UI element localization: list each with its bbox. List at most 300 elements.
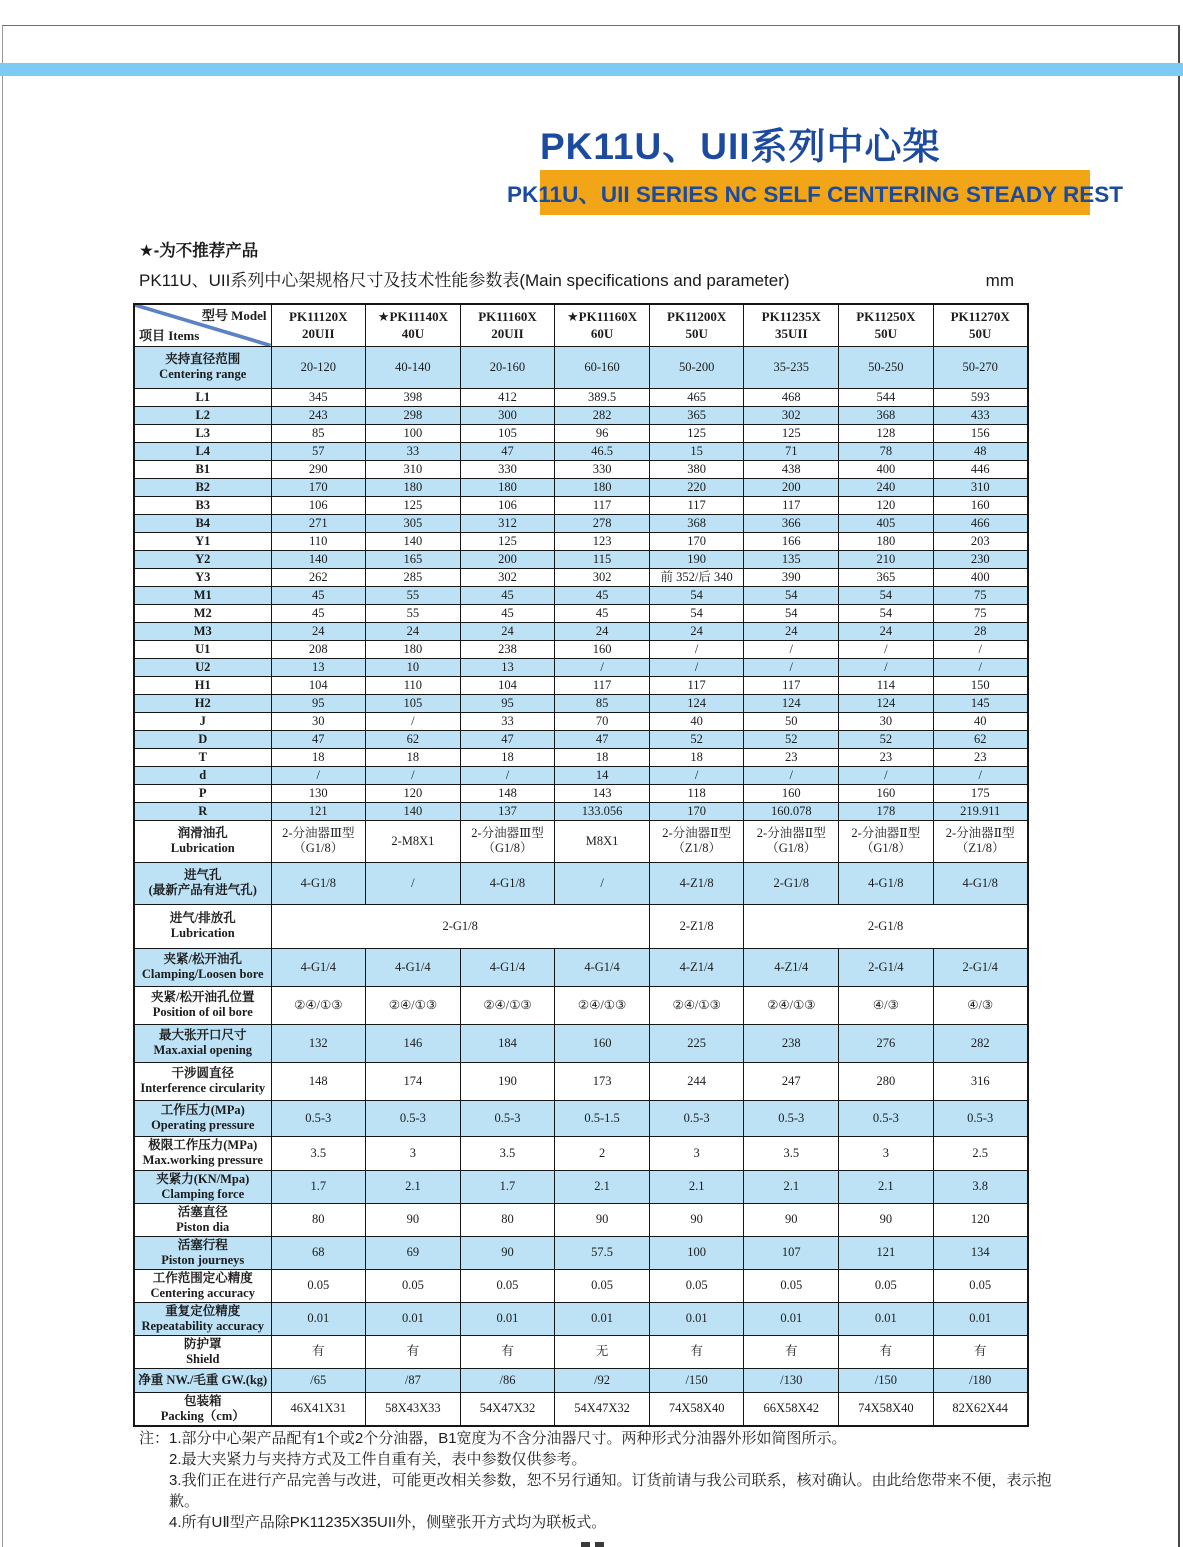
cell-packing: 74X58X40 [839, 1392, 934, 1426]
cell-air-inlet: 4-Z1/8 [649, 862, 744, 904]
cell-B3: 125 [366, 496, 461, 514]
cell-M3: 24 [744, 622, 839, 640]
footnote-line [139, 1512, 1059, 1533]
cell-clamping-force: 1.7 [460, 1170, 555, 1203]
footnote-line [139, 1449, 1059, 1470]
cell-centering-accuracy: 0.05 [744, 1269, 839, 1302]
column-header-PK11140X: ★PK11140X 40U [366, 304, 461, 346]
cell-inlet-exhaust: 2-Z1/8 [649, 904, 744, 948]
cell-T: 23 [933, 748, 1028, 766]
cell-centering-range: 20-160 [460, 346, 555, 388]
cell-H2: 124 [649, 694, 744, 712]
cell-repeatability-accuracy: 0.01 [366, 1302, 461, 1335]
cell-d: / [271, 766, 366, 784]
cell-Y1: 125 [460, 532, 555, 550]
cell-d: / [933, 766, 1028, 784]
table-corner-cell [134, 304, 271, 346]
cell-interference: 173 [555, 1062, 650, 1100]
cell-max-working-pressure: 2.5 [933, 1136, 1028, 1170]
cell-interference: 247 [744, 1062, 839, 1100]
cell-operating-pressure: 0.5-1.5 [555, 1100, 650, 1136]
cell-B3: 117 [649, 496, 744, 514]
row-U1 [134, 640, 1028, 658]
row-label-H2: H2 [134, 694, 271, 712]
cell-P: 175 [933, 784, 1028, 802]
cell-B4: 271 [271, 514, 366, 532]
cell-operating-pressure: 0.5-3 [744, 1100, 839, 1136]
cell-bore-position: ②④/①③ [271, 986, 366, 1024]
cell-H2: 124 [744, 694, 839, 712]
row-label-R: R [134, 802, 271, 820]
cell-d: 14 [555, 766, 650, 784]
cell-U1: 160 [555, 640, 650, 658]
row-label-U2: U2 [134, 658, 271, 676]
cell-centering-accuracy: 0.05 [839, 1269, 934, 1302]
row-L3 [134, 424, 1028, 442]
cell-shield: 有 [744, 1335, 839, 1368]
cell-operating-pressure: 0.5-3 [271, 1100, 366, 1136]
cell-max-working-pressure: 2 [555, 1136, 650, 1170]
cell-L2: 243 [271, 406, 366, 424]
cell-L1: 389.5 [555, 388, 650, 406]
cell-U2: 13 [460, 658, 555, 676]
cell-U2: / [744, 658, 839, 676]
row-label-repeatability-accuracy: 重复定位精度 Repeatability accuracy [134, 1302, 271, 1335]
row-lubrication [134, 820, 1028, 862]
cell-U2: 10 [366, 658, 461, 676]
cell-D: 47 [555, 730, 650, 748]
cell-inlet-exhaust: 2-G1/8 [271, 904, 649, 948]
cell-lubrication: 2-M8X1 [366, 820, 461, 862]
cell-B3: 106 [460, 496, 555, 514]
cell-U2: / [933, 658, 1028, 676]
cell-U1: 238 [460, 640, 555, 658]
cell-clamping-force: 1.7 [271, 1170, 366, 1203]
row-packing [134, 1392, 1028, 1426]
cell-L3: 105 [460, 424, 555, 442]
cell-U1: / [649, 640, 744, 658]
cell-Y3: 285 [366, 568, 461, 586]
row-air-inlet [134, 862, 1028, 904]
cell-lubrication: 2-分油器Ⅲ型 （G1/8） [460, 820, 555, 862]
row-label-B3: B3 [134, 496, 271, 514]
cell-L1: 465 [649, 388, 744, 406]
cell-operating-pressure: 0.5-3 [366, 1100, 461, 1136]
cell-max-opening: 282 [933, 1024, 1028, 1062]
row-label-clamping-force: 夹紧力(KN/Mpa) Clamping force [134, 1170, 271, 1203]
corner-model-label: 型号 Model [201, 308, 267, 323]
cell-piston-dia: 90 [839, 1203, 934, 1236]
cell-clamping-bore: 4-Z1/4 [649, 948, 744, 986]
cell-U1: / [933, 640, 1028, 658]
row-B3 [134, 496, 1028, 514]
cell-centering-accuracy: 0.05 [933, 1269, 1028, 1302]
unit-label: mm [985, 271, 1014, 290]
row-shield [134, 1335, 1028, 1368]
cell-d: / [460, 766, 555, 784]
cell-H1: 117 [555, 676, 650, 694]
cell-clamping-bore: 2-G1/4 [933, 948, 1028, 986]
cell-air-inlet: 4-G1/8 [460, 862, 555, 904]
row-label-weight: 净重 NW./毛重 GW.(kg) [134, 1368, 271, 1392]
cell-clamping-force: 2.1 [744, 1170, 839, 1203]
page-number-partial [595, 1542, 604, 1547]
cell-max-working-pressure: 3.5 [744, 1136, 839, 1170]
cell-M1: 55 [366, 586, 461, 604]
row-H1 [134, 676, 1028, 694]
cell-R: 178 [839, 802, 934, 820]
cell-packing: 54X47X32 [555, 1392, 650, 1426]
row-T [134, 748, 1028, 766]
cell-H1: 104 [271, 676, 366, 694]
cell-B3: 106 [271, 496, 366, 514]
cell-air-inlet: 4-G1/8 [839, 862, 934, 904]
cell-air-inlet: / [366, 862, 461, 904]
table-caption-row [139, 266, 1014, 291]
cell-max-opening: 184 [460, 1024, 555, 1062]
cell-lubrication: 2-分油器Ⅱ型 （Z1/8） [933, 820, 1028, 862]
column-header-PK11120X: PK11120X 20UII [271, 304, 366, 346]
cell-interference: 244 [649, 1062, 744, 1100]
cell-U2: 13 [271, 658, 366, 676]
cell-M2: 45 [555, 604, 650, 622]
row-bore-position [134, 986, 1028, 1024]
cell-D: 47 [271, 730, 366, 748]
cell-B1: 330 [555, 460, 650, 478]
page-title: PK11U、UII系列中心架 [540, 126, 941, 167]
cell-L2: 302 [744, 406, 839, 424]
row-max-working-pressure [134, 1136, 1028, 1170]
cell-shield: 无 [555, 1335, 650, 1368]
cell-P: 143 [555, 784, 650, 802]
cell-P: 160 [744, 784, 839, 802]
cell-B2: 170 [271, 478, 366, 496]
cell-bore-position: ④/③ [839, 986, 934, 1024]
footnote-2: 2.最大夹紧力与夹持方式及工件自重有关，表中参数仅供参考。 [169, 1451, 587, 1468]
cell-T: 23 [744, 748, 839, 766]
cell-clamping-bore: 4-G1/4 [366, 948, 461, 986]
cell-packing: 54X47X32 [460, 1392, 555, 1426]
row-R [134, 802, 1028, 820]
cell-centering-range: 50-200 [649, 346, 744, 388]
cell-Y3: 302 [555, 568, 650, 586]
cell-d: / [366, 766, 461, 784]
cell-T: 18 [271, 748, 366, 766]
cell-M2: 54 [744, 604, 839, 622]
cell-L3: 85 [271, 424, 366, 442]
footnote-4: 4.所有UⅡ型产品除PK11235X35UII外，侧壁张开方式均为联板式。 [169, 1514, 607, 1531]
row-label-clamping-bore: 夹紧/松开油孔 Clamping/Loosen bore [134, 948, 271, 986]
star-note: ★-为不推荐产品 [139, 242, 259, 260]
row-interference [134, 1062, 1028, 1100]
row-piston-dia [134, 1203, 1028, 1236]
cell-B3: 120 [839, 496, 934, 514]
series-banner [507, 170, 1123, 215]
cell-piston-journeys: 68 [271, 1236, 366, 1269]
cell-bore-position: ②④/①③ [555, 986, 650, 1024]
cell-interference: 280 [839, 1062, 934, 1100]
cell-clamping-bore: 2-G1/4 [839, 948, 934, 986]
row-d [134, 766, 1028, 784]
cell-T: 18 [366, 748, 461, 766]
cell-H2: 85 [555, 694, 650, 712]
cell-B4: 305 [366, 514, 461, 532]
cell-centering-accuracy: 0.05 [460, 1269, 555, 1302]
row-J [134, 712, 1028, 730]
cell-T: 18 [460, 748, 555, 766]
cell-Y3: 390 [744, 568, 839, 586]
row-inlet-exhaust [134, 904, 1028, 948]
cell-B1: 330 [460, 460, 555, 478]
cell-centering-accuracy: 0.05 [366, 1269, 461, 1302]
cell-L3: 125 [649, 424, 744, 442]
row-M3 [134, 622, 1028, 640]
cell-B2: 240 [839, 478, 934, 496]
cell-Y1: 166 [744, 532, 839, 550]
cell-lubrication: 2-分油器Ⅱ型 （Z1/8） [649, 820, 744, 862]
header-row [134, 304, 1028, 346]
cell-M2: 75 [933, 604, 1028, 622]
spec-table [133, 303, 1029, 1427]
cell-max-opening: 238 [744, 1024, 839, 1062]
row-B4 [134, 514, 1028, 532]
cell-centering-range: 35-235 [744, 346, 839, 388]
row-label-max-working-pressure: 极限工作压力(MPa) Max.working pressure [134, 1136, 271, 1170]
cell-shield: 有 [366, 1335, 461, 1368]
cell-P: 118 [649, 784, 744, 802]
cell-Y2: 200 [460, 550, 555, 568]
footnotes [139, 1428, 1059, 1533]
cell-centering-accuracy: 0.05 [271, 1269, 366, 1302]
cell-Y1: 110 [271, 532, 366, 550]
cell-L2: 300 [460, 406, 555, 424]
row-label-piston-dia: 活塞直径 Piston dia [134, 1203, 271, 1236]
cell-shield: 有 [271, 1335, 366, 1368]
cell-Y1: 140 [366, 532, 461, 550]
cell-piston-dia: 80 [460, 1203, 555, 1236]
row-label-Y1: Y1 [134, 532, 271, 550]
row-label-B2: B2 [134, 478, 271, 496]
cell-D: 52 [744, 730, 839, 748]
cell-L4: 15 [649, 442, 744, 460]
cell-H1: 117 [649, 676, 744, 694]
cell-clamping-force: 2.1 [366, 1170, 461, 1203]
cell-bore-position: ②④/①③ [744, 986, 839, 1024]
cell-max-opening: 276 [839, 1024, 934, 1062]
cell-interference: 316 [933, 1062, 1028, 1100]
cell-H2: 95 [271, 694, 366, 712]
cell-U1: 180 [366, 640, 461, 658]
cell-M2: 55 [366, 604, 461, 622]
cell-Y1: 180 [839, 532, 934, 550]
cell-B3: 160 [933, 496, 1028, 514]
cell-U2: / [555, 658, 650, 676]
cell-weight: /150 [649, 1368, 744, 1392]
cell-U2: / [839, 658, 934, 676]
cell-repeatability-accuracy: 0.01 [555, 1302, 650, 1335]
cell-H1: 114 [839, 676, 934, 694]
cell-repeatability-accuracy: 0.01 [933, 1302, 1028, 1335]
cell-air-inlet: 4-G1/8 [271, 862, 366, 904]
row-L1 [134, 388, 1028, 406]
cell-H2: 95 [460, 694, 555, 712]
row-clamping-force [134, 1170, 1028, 1203]
cell-max-working-pressure: 3 [649, 1136, 744, 1170]
cell-H2: 145 [933, 694, 1028, 712]
column-header-PK11200X: PK11200X 50U [649, 304, 744, 346]
table-caption: PK11U、UII系列中心架规格尺寸及技术性能参数表(Main specifications and parameter) [139, 271, 790, 290]
cell-packing: 46X41X31 [271, 1392, 366, 1426]
row-label-interference: 干涉圆直径 Interference circularity [134, 1062, 271, 1100]
row-L2 [134, 406, 1028, 424]
cell-clamping-force: 2.1 [839, 1170, 934, 1203]
cell-operating-pressure: 0.5-3 [933, 1100, 1028, 1136]
cell-piston-journeys: 69 [366, 1236, 461, 1269]
row-label-packing: 包装箱 Packing（cm） [134, 1392, 271, 1426]
cell-L4: 33 [366, 442, 461, 460]
row-label-M1: M1 [134, 586, 271, 604]
cell-R: 219.911 [933, 802, 1028, 820]
cell-B2: 180 [460, 478, 555, 496]
cell-L2: 282 [555, 406, 650, 424]
cell-Y3: 365 [839, 568, 934, 586]
cell-L2: 298 [366, 406, 461, 424]
cell-T: 18 [555, 748, 650, 766]
cell-max-opening: 146 [366, 1024, 461, 1062]
cell-piston-journeys: 90 [460, 1236, 555, 1269]
cell-repeatability-accuracy: 0.01 [649, 1302, 744, 1335]
cell-H2: 124 [839, 694, 934, 712]
cell-M3: 28 [933, 622, 1028, 640]
top-accent-bar [0, 63, 1183, 76]
cell-P: 160 [839, 784, 934, 802]
cell-B1: 446 [933, 460, 1028, 478]
cell-L3: 128 [839, 424, 934, 442]
cell-H1: 150 [933, 676, 1028, 694]
cell-B2: 200 [744, 478, 839, 496]
row-U2 [134, 658, 1028, 676]
cell-M3: 24 [366, 622, 461, 640]
cell-packing: 66X58X42 [744, 1392, 839, 1426]
cell-L1: 345 [271, 388, 366, 406]
cell-U1: / [839, 640, 934, 658]
cell-Y2: 230 [933, 550, 1028, 568]
cell-Y2: 115 [555, 550, 650, 568]
cell-d: / [744, 766, 839, 784]
cell-J: 50 [744, 712, 839, 730]
cell-piston-journeys: 134 [933, 1236, 1028, 1269]
cell-d: / [649, 766, 744, 784]
cell-P: 120 [366, 784, 461, 802]
cell-L4: 46.5 [555, 442, 650, 460]
row-label-centering-accuracy: 工作范围定心精度 Centering accuracy [134, 1269, 271, 1302]
cell-L2: 433 [933, 406, 1028, 424]
row-H2 [134, 694, 1028, 712]
cell-R: 133.056 [555, 802, 650, 820]
cell-L1: 412 [460, 388, 555, 406]
row-L4 [134, 442, 1028, 460]
row-label-L4: L4 [134, 442, 271, 460]
cell-M1: 54 [744, 586, 839, 604]
cell-shield: 有 [839, 1335, 934, 1368]
cell-interference: 174 [366, 1062, 461, 1100]
cell-H1: 104 [460, 676, 555, 694]
cell-B2: 180 [366, 478, 461, 496]
page-number-partial [581, 1542, 590, 1547]
row-label-air-inlet: 进气孔 (最新产品有进气孔) [134, 862, 271, 904]
column-header-PK11270X: PK11270X 50U [933, 304, 1028, 346]
cell-piston-dia: 90 [366, 1203, 461, 1236]
cell-L4: 47 [460, 442, 555, 460]
row-clamping-bore [134, 948, 1028, 986]
row-label-L2: L2 [134, 406, 271, 424]
cell-B2: 180 [555, 478, 650, 496]
cell-repeatability-accuracy: 0.01 [744, 1302, 839, 1335]
cell-L4: 78 [839, 442, 934, 460]
row-label-D: D [134, 730, 271, 748]
cell-Y3: 前 352/后 340 [649, 568, 744, 586]
row-label-H1: H1 [134, 676, 271, 694]
cell-L1: 468 [744, 388, 839, 406]
cell-L4: 71 [744, 442, 839, 460]
footnote-line [139, 1470, 1059, 1512]
row-label-B1: B1 [134, 460, 271, 478]
cell-R: 137 [460, 802, 555, 820]
cell-clamping-bore: 4-G1/4 [555, 948, 650, 986]
cell-D: 52 [839, 730, 934, 748]
cell-B4: 312 [460, 514, 555, 532]
cell-operating-pressure: 0.5-3 [460, 1100, 555, 1136]
row-label-operating-pressure: 工作压力(MPa) Operating pressure [134, 1100, 271, 1136]
row-operating-pressure [134, 1100, 1028, 1136]
row-Y2 [134, 550, 1028, 568]
row-repeatability-accuracy [134, 1302, 1028, 1335]
cell-centering-range: 50-250 [839, 346, 934, 388]
cell-air-inlet: / [555, 862, 650, 904]
cell-piston-journeys: 100 [649, 1236, 744, 1269]
cell-J: 30 [839, 712, 934, 730]
cell-centering-range: 40-140 [366, 346, 461, 388]
row-label-piston-journeys: 活塞行程 Piston journeys [134, 1236, 271, 1269]
cell-weight: /130 [744, 1368, 839, 1392]
cell-L4: 48 [933, 442, 1028, 460]
cell-B1: 380 [649, 460, 744, 478]
cell-L3: 100 [366, 424, 461, 442]
column-header-PK11160X: ★PK11160X 60U [555, 304, 650, 346]
cell-U1: 208 [271, 640, 366, 658]
cell-L4: 57 [271, 442, 366, 460]
cell-L3: 96 [555, 424, 650, 442]
row-label-centering-range: 夹持直径范围 Centering range [134, 346, 271, 388]
cell-d: / [839, 766, 934, 784]
cell-L1: 593 [933, 388, 1028, 406]
cell-M2: 54 [649, 604, 744, 622]
cell-L3: 125 [744, 424, 839, 442]
cell-D: 52 [649, 730, 744, 748]
cell-weight: /92 [555, 1368, 650, 1392]
cell-weight: /87 [366, 1368, 461, 1392]
cell-L1: 398 [366, 388, 461, 406]
cell-B3: 117 [744, 496, 839, 514]
row-label-P: P [134, 784, 271, 802]
cell-J: 40 [933, 712, 1028, 730]
row-label-max-opening: 最大张开口尺寸 Max.axial opening [134, 1024, 271, 1062]
cell-clamping-force: 2.1 [649, 1170, 744, 1203]
cell-lubrication: M8X1 [555, 820, 650, 862]
row-Y1 [134, 532, 1028, 550]
cell-max-opening: 225 [649, 1024, 744, 1062]
row-label-L3: L3 [134, 424, 271, 442]
